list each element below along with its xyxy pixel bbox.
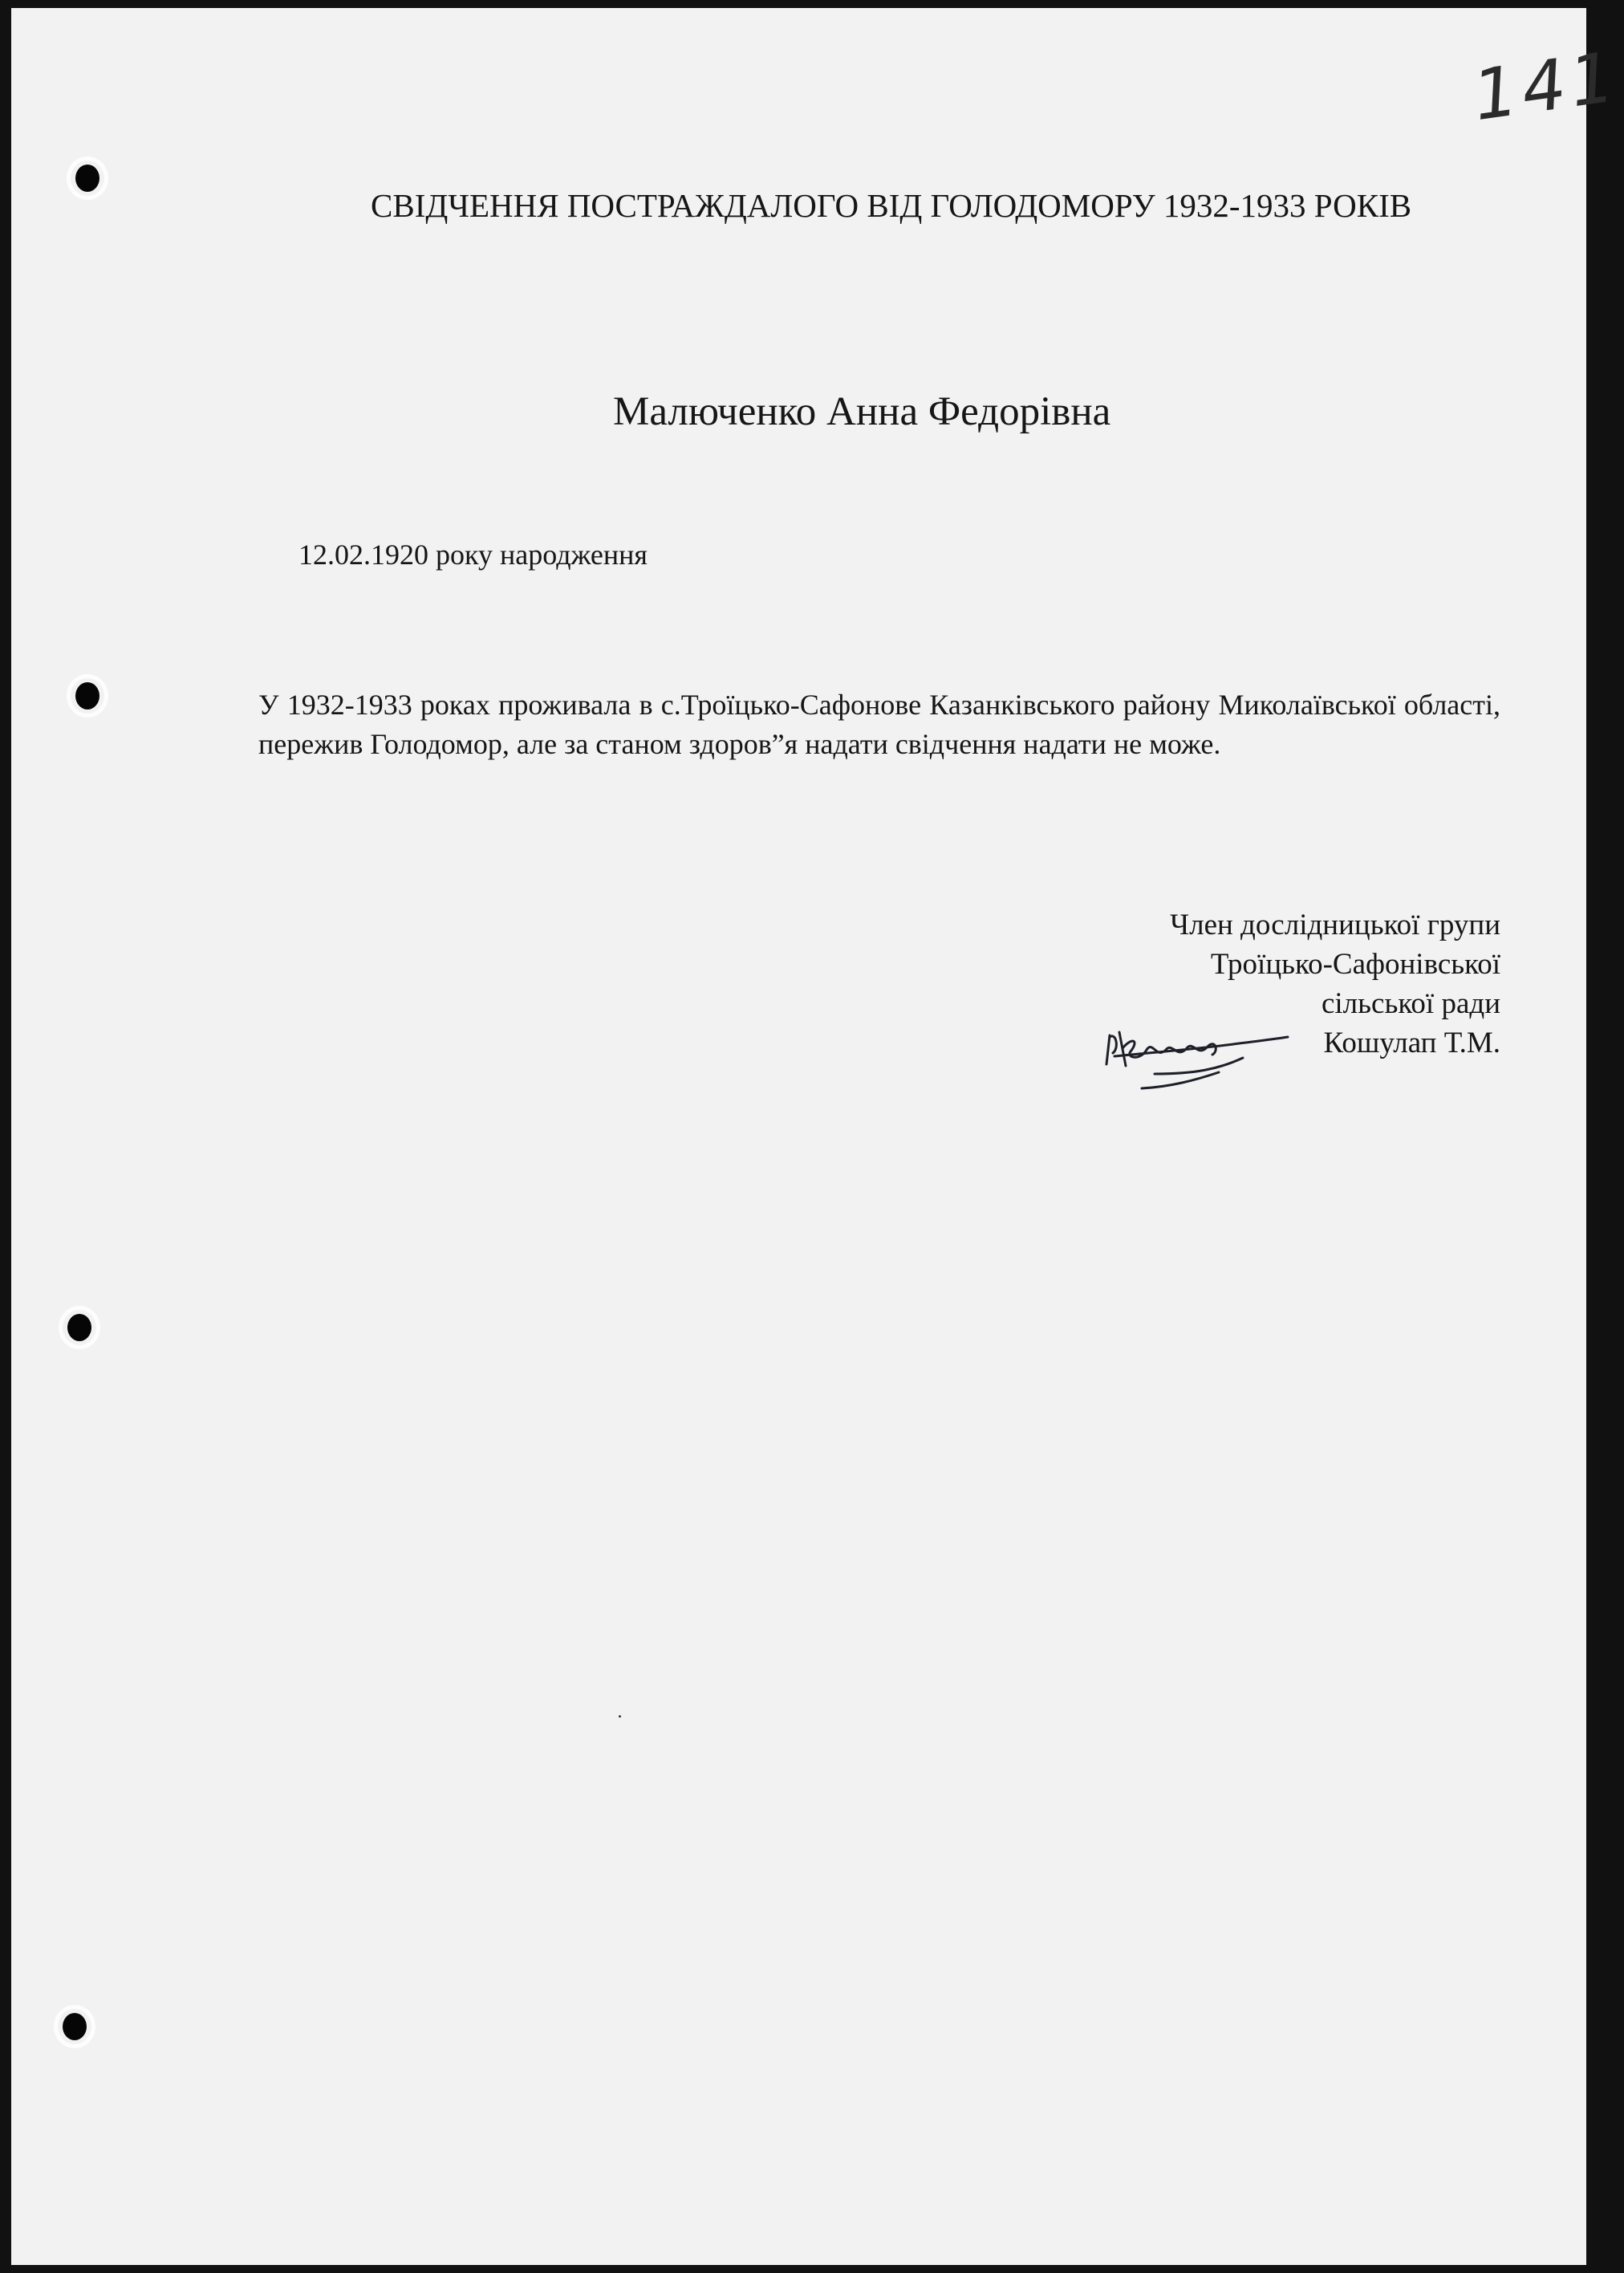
punch-hole bbox=[67, 1314, 91, 1341]
paper-speck bbox=[619, 1715, 621, 1718]
punch-hole bbox=[63, 2013, 87, 2040]
witness-name: Малюченко Анна Федорівна bbox=[613, 389, 1111, 434]
punch-hole bbox=[75, 682, 99, 710]
document-page bbox=[11, 8, 1624, 2265]
birth-date-line: 12.02.1920 року народження bbox=[298, 539, 648, 571]
signer-role-line-2: Троїцько-Сафонівської bbox=[1210, 948, 1500, 981]
signer-role-line-3: сільської ради bbox=[1321, 987, 1500, 1020]
signer-role-line-1: Член дослідницької групи bbox=[1170, 909, 1500, 941]
handwritten-page-number: 141 bbox=[1468, 36, 1624, 137]
handwritten-signature bbox=[1098, 1000, 1307, 1096]
testimony-text: У 1932-1933 роках проживала в с.Троїцько-Сафонове Казанківського району Миколаївської області, пережив Голодомор, але за станом здоров”я надати свідчення надати не може. bbox=[258, 689, 1500, 760]
punch-hole bbox=[75, 165, 99, 192]
signer-name: Кошулап Т.М. bbox=[1323, 1027, 1500, 1059]
document-heading: СВІДЧЕННЯ ПОСТРАЖДАЛОГО ВІД ГОЛОДОМОРУ 1932-1933 РОКІВ bbox=[371, 187, 1412, 224]
